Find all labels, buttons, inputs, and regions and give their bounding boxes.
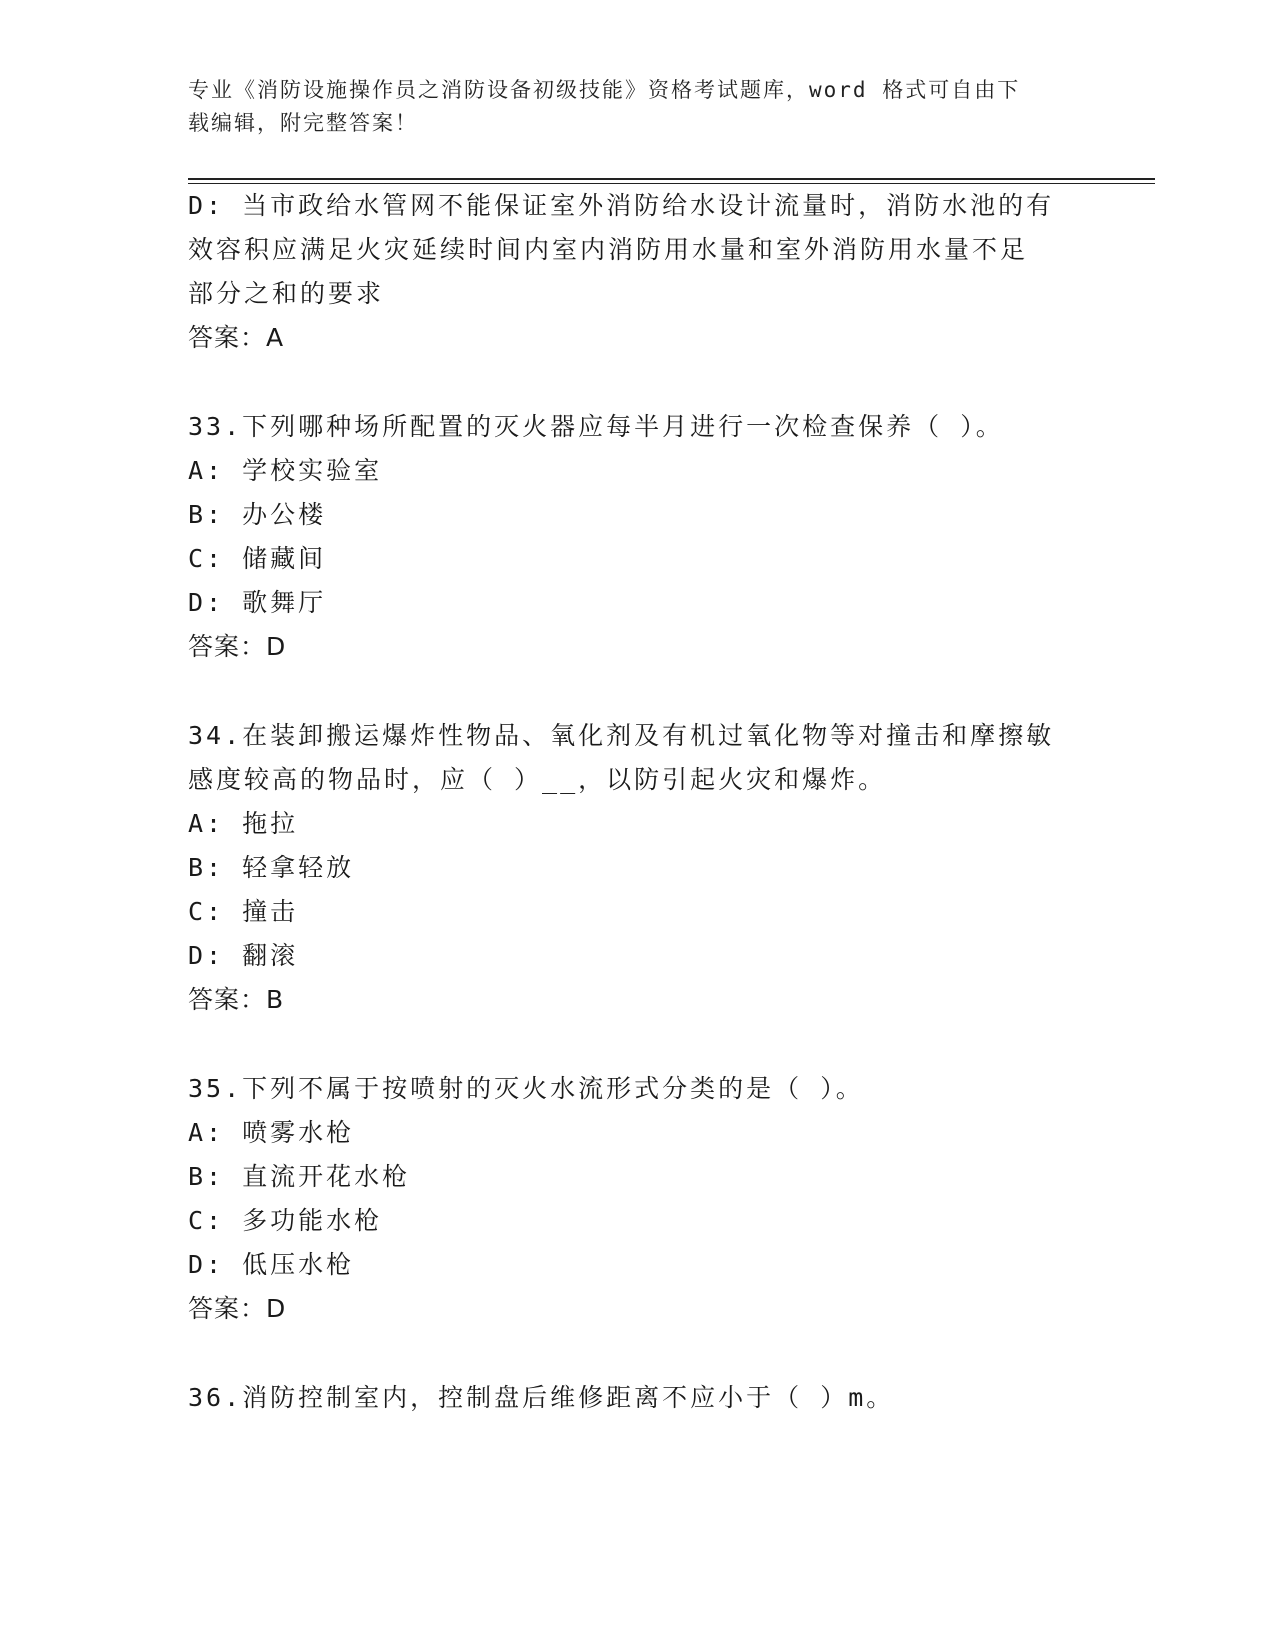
question-35-text: 35.下列不属于按喷射的灭火水流形式分类的是（ ）。 [188, 1074, 864, 1103]
question-34-answer: 答案：B [188, 985, 285, 1014]
question-33-option-d: D: 歌舞厅 [188, 588, 327, 617]
question-36-text: 36.消防控制室内，控制盘后维修距离不应小于（ ）m。 [188, 1383, 895, 1412]
question-35-option-c: C: 多功能水枪 [188, 1206, 383, 1235]
question-34-option-a: A: 拖拉 [188, 809, 299, 838]
document-header [188, 74, 1078, 140]
question-34-option-d: D: 翻滚 [188, 941, 299, 970]
question-35-option-a: A: 喷雾水枪 [188, 1118, 355, 1147]
option-d-line-2: 效容积应满足火灾延续时间内室内消防用水量和室外消防用水量不足 [188, 235, 1029, 264]
question-35-option-d: D: 低压水枪 [188, 1250, 355, 1279]
question-34-text-line-2: 感度较高的物品时，应（ ）__，以防引起火灾和爆炸。 [188, 765, 887, 794]
header-title-line-1: 专业《消防设施操作员之消防设备初级技能》资格考试题库，word 格式可自由下 [188, 78, 1021, 102]
answer-prev: 答案：A [188, 323, 285, 352]
question-33-answer: 答案：D [188, 632, 287, 661]
option-d-line-1: D: 当市政给水管网不能保证室外消防给水设计流量时，消防水池的有 [188, 191, 1055, 220]
header-divider [188, 178, 1155, 180]
question-33-option-a: A: 学校实验室 [188, 456, 383, 485]
question-33-text: 33.下列哪种场所配置的灭火器应每半月进行一次检查保养（ ）。 [188, 412, 1004, 441]
question-35-answer: 答案：D [188, 1294, 287, 1323]
header-title-line-2: 载编辑，附完整答案！ [188, 111, 418, 135]
question-34-option-c: C: 撞击 [188, 897, 299, 926]
question-33-option-c: C: 储藏间 [188, 544, 327, 573]
question-33-option-b: B: 办公楼 [188, 500, 327, 529]
question-35-option-b: B: 直流开花水枪 [188, 1162, 411, 1191]
question-34-text-line-1: 34.在装卸搬运爆炸性物品、氧化剂及有机过氧化物等对撞击和摩擦敏 [188, 721, 1055, 750]
option-d-line-3: 部分之和的要求 [188, 279, 385, 308]
question-34-option-b: B: 轻拿轻放 [188, 853, 355, 882]
header-divider-thin [188, 183, 1155, 184]
